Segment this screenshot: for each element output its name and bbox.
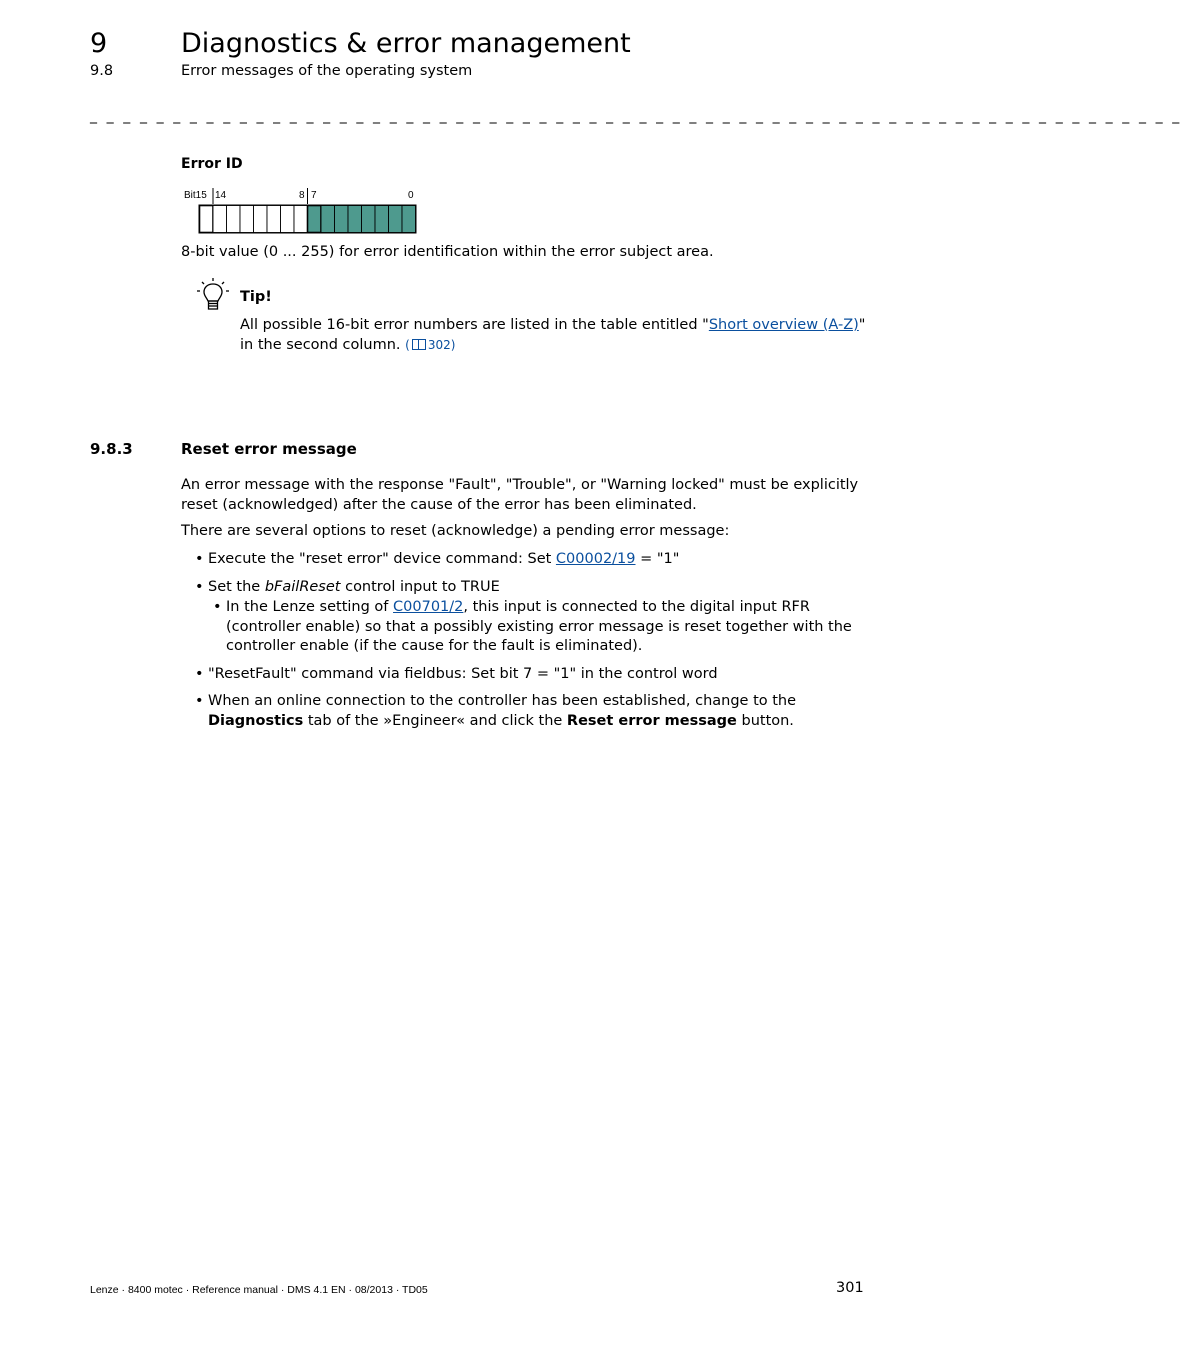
section-title: Error messages of the operating system <box>181 63 473 79</box>
bit-cell-13 <box>227 206 241 233</box>
page-number: 301 <box>836 1280 864 1296</box>
footer-text: Lenze · 8400 motec · Reference manual · DMS 4.1 EN · 08/2013 · TD05 <box>90 1284 428 1296</box>
bfailreset-term: bFailReset <box>264 578 341 595</box>
bit-label-15: Bit15 <box>184 190 207 201</box>
bullet-4-after: button. <box>736 712 794 729</box>
error-id-description: 8-bit value (0 ... 255) for error identification within the error subject area. <box>181 244 714 260</box>
list-item <box>181 665 864 685</box>
bit-cell-10 <box>267 206 281 233</box>
sub-bullet-text: In the Lenze setting of <box>226 599 394 615</box>
bit-cell-11 <box>254 206 268 233</box>
reset-para-2: There are several options to reset (acknowledge) a pending error message: <box>181 523 730 539</box>
lightbulb-icon <box>196 278 230 312</box>
subsection-title: Reset error message <box>181 440 357 458</box>
list-item <box>181 550 864 570</box>
bit-cell-2 <box>375 206 389 233</box>
tip-text-after: " in the second column. <box>240 317 866 353</box>
bit-cell-9 <box>281 206 295 233</box>
bit-cell-3 <box>362 206 376 233</box>
bit-cell-5 <box>335 206 349 233</box>
c00002-19-link[interactable]: C00002/19 <box>555 551 636 567</box>
reset-options-list <box>181 550 864 739</box>
bit-label-0: 0 <box>408 190 414 201</box>
bit-cells <box>180 188 420 236</box>
bullet-2-after: control input to TRUE <box>340 578 500 595</box>
chapter-title: Diagnostics & error management <box>181 28 631 59</box>
bit-label-14: 14 <box>215 190 227 201</box>
sub-bullet-after: , this input is connected to the digital input RFR (controller enable) so that a possibly existing error message is reset together with the controller enable (if the cause for the fault is eliminated). <box>226 599 852 654</box>
bullet-3-text: "ResetFault" command via fieldbus: Set bit 7 = "1" in the control word <box>208 665 718 682</box>
bullet-2-text: Set the <box>208 578 265 595</box>
tip-text-before: All possible 16-bit error numbers are listed in the table entitled " <box>240 317 709 333</box>
bit-cell-7 <box>308 206 322 233</box>
bullet-4-text: When an online connection to the controller has been established, change to the <box>208 693 797 709</box>
page-ref-open: ( <box>405 337 410 352</box>
header-separator: _ _ _ _ _ _ _ _ _ _ _ _ _ _ _ _ _ _ _ _ _ _ _ _ _ _ _ _ _ _ _ _ _ _ _ _ _ _ _ _ _ _ _ _ _ _ _ _ _ _ _ _ _ _ _ _ _ _ _ _ _ _ _ _ _ _ <box>90 108 1182 124</box>
bit-label-7: 7 <box>311 190 317 201</box>
list-item <box>181 578 864 657</box>
tip-title: Tip! <box>240 289 272 305</box>
bullet-4-mid: tab of the »Engineer« and click the <box>303 712 567 729</box>
bit-cell-4 <box>348 206 362 233</box>
list-item <box>181 692 864 731</box>
bit-cell-0 <box>402 206 416 233</box>
diagnostics-term: Diagnostics <box>208 712 304 729</box>
c00701-2-link[interactable]: C00701/2 <box>393 599 464 615</box>
page-ref-link[interactable] <box>405 338 455 352</box>
subsection-number: 9.8.3 <box>90 440 133 458</box>
tip-text <box>240 316 866 355</box>
error-id-heading: Error ID <box>181 156 243 172</box>
reset-para-1: An error message with the response "Fault", "Trouble", or "Warning locked" must be explicitly reset (acknowledged) after the cause of the error has been eliminated. <box>181 477 859 513</box>
bullet-1-after: = "1" <box>635 551 680 567</box>
chapter-number: 9 <box>90 28 108 59</box>
section-number: 9.8 <box>90 63 114 79</box>
bit-cell-14 <box>213 206 227 233</box>
bit-cell-1 <box>389 206 403 233</box>
list-item <box>208 598 864 657</box>
bit-cell-6 <box>321 206 335 233</box>
bit-cell-15 <box>200 206 214 233</box>
bit-field-diagram <box>180 188 420 236</box>
bit-cell-8 <box>294 206 308 233</box>
book-icon <box>412 339 426 350</box>
page-ref-number: 302) <box>427 337 456 352</box>
bullet-1-text: Execute the "reset error" device command: Set <box>208 551 556 567</box>
bit-label-8: 8 <box>299 190 305 201</box>
short-overview-link[interactable]: Short overview (A-Z) <box>708 317 859 333</box>
reset-error-message-term: Reset error message <box>566 712 737 729</box>
bit-cell-12 <box>240 206 254 233</box>
